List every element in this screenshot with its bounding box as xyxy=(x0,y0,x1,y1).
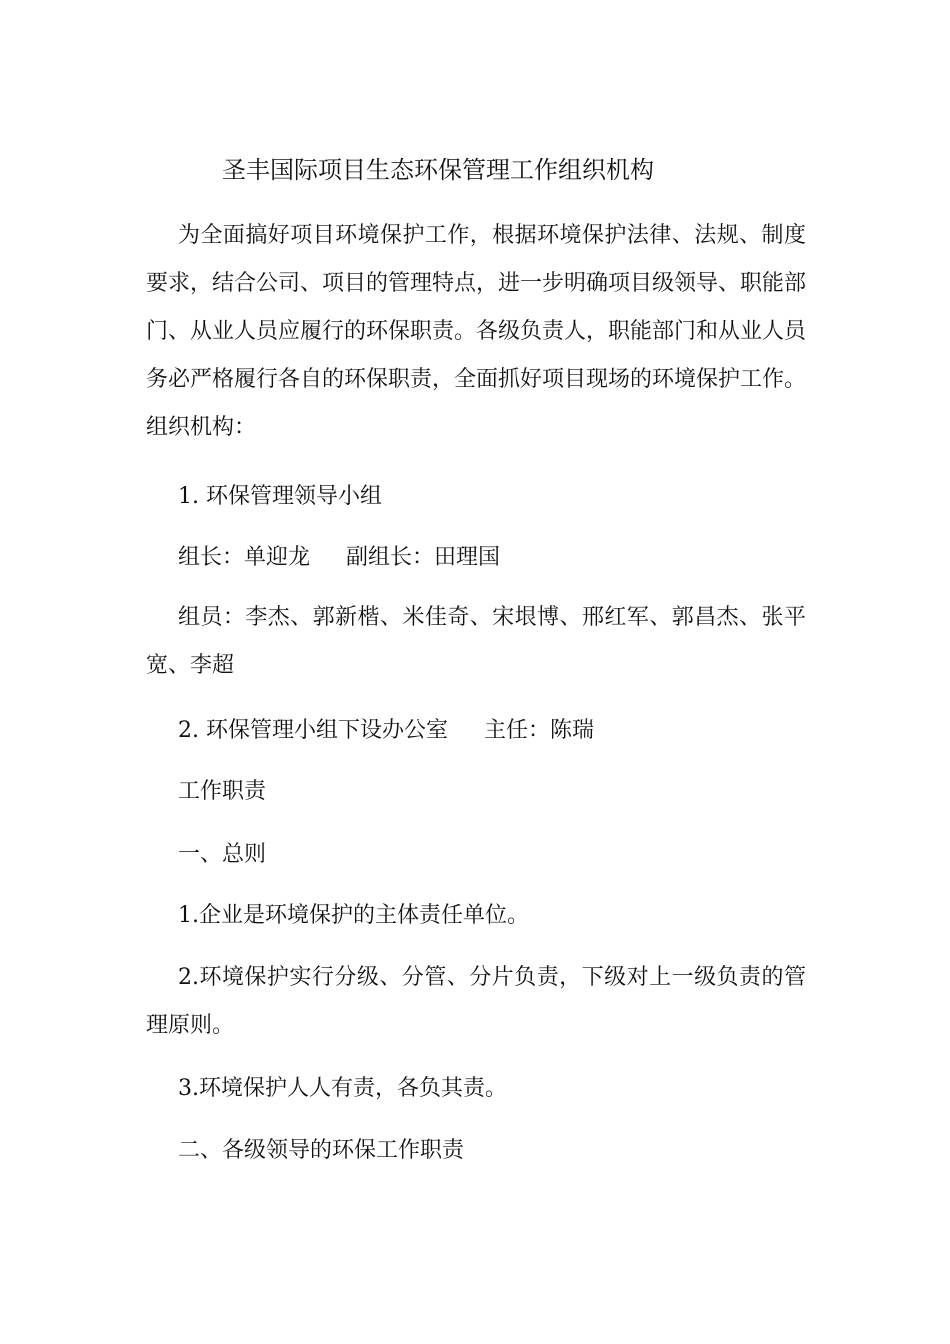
deputy-leader-text: 副组长：田理国 xyxy=(346,545,501,570)
page-title: 圣丰国际项目生态环保管理工作组织机构 xyxy=(222,156,654,184)
rule-3: 3.环境保护人人有责，各负其责。 xyxy=(178,1076,507,1101)
leader-text: 组长：单迎龙 xyxy=(178,545,311,570)
intro-paragraph: 为全面搞好项目环境保护工作，根据环境保护法律、法规、制度要求，结合公司、项目的管理特点，进一步明确项目级领导、职能部门、从业人员应履行的环保职责。各级负责人，职能部门和从业人员务必严格履行各自的环保职责，全面抓好项目现场的环境保护工作。组织机构： xyxy=(146,223,807,440)
leader-line xyxy=(178,543,500,573)
general-heading: 一、总则 xyxy=(178,842,267,867)
section2-line xyxy=(178,716,594,746)
section2-heading: 2. 环保管理小组下设办公室 xyxy=(178,718,448,743)
section1-heading: 1. 环保管理领导小组 xyxy=(178,484,382,509)
members-paragraph: 组员：李杰、郭新楷、米佳奇、宋垠博、邢红军、郭昌杰、张平宽、李超 xyxy=(146,605,806,678)
rule-1: 1.企业是环境保护的主体责任单位。 xyxy=(178,903,529,928)
rule-2: 2.环境保护实行分级、分管、分片负责，下级对上一级负责的管理原则。 xyxy=(146,965,806,1038)
section-two-heading: 二、各级领导的环保工作职责 xyxy=(178,1138,465,1163)
duties-heading: 工作职责 xyxy=(178,779,267,804)
director-text: 主任：陈瑞 xyxy=(483,718,594,743)
